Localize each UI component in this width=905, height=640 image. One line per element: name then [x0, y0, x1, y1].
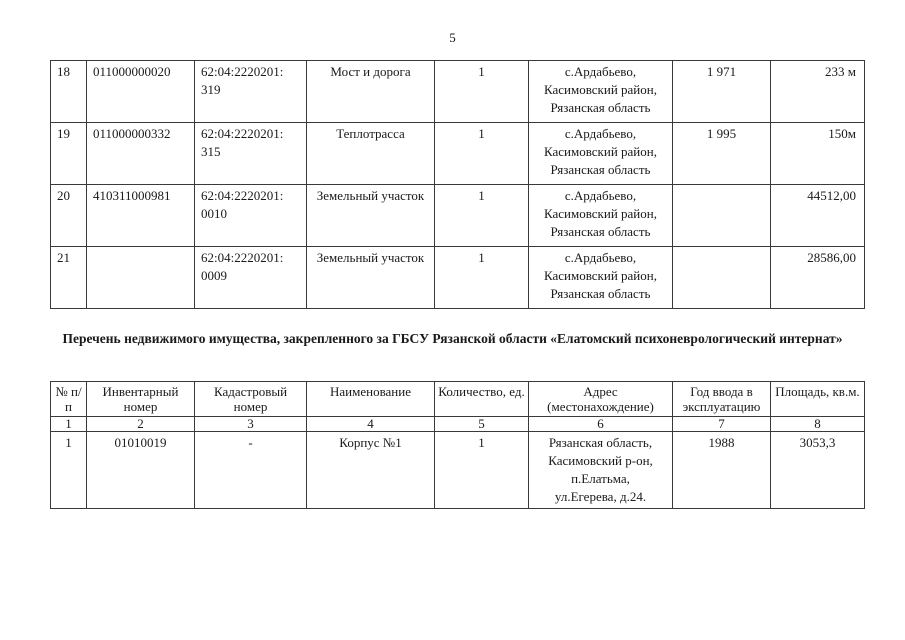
quantity: 1: [435, 432, 529, 509]
area: 28586,00: [771, 247, 865, 309]
header-inventory-number: Инвентарный номер: [87, 382, 195, 417]
commission-year: 1 995: [673, 123, 771, 185]
address: с.Ардабьево, Касимовский район, Рязанская область: [529, 185, 673, 247]
header-area: Площадь, кв.м.: [771, 382, 865, 417]
cadastral-number: 62:04:2220201: 0009: [195, 247, 307, 309]
column-number: 2: [87, 417, 195, 432]
area: 3053,3: [771, 432, 865, 509]
column-number: 1: [51, 417, 87, 432]
address: Рязанская область, Касимовский р-он, п.Елатьма, ул.Егерева, д.24.: [529, 432, 673, 509]
item-name: Теплотрасса: [307, 123, 435, 185]
table-row: [51, 432, 865, 509]
row-number: 18: [51, 61, 87, 123]
cadastral-number: 62:04:2220201: 315: [195, 123, 307, 185]
header-quantity: Количество, ед.: [435, 382, 529, 417]
inventory-number: 410311000981: [87, 185, 195, 247]
column-number: 6: [529, 417, 673, 432]
address: с.Ардабьево, Касимовский район, Рязанская область: [529, 247, 673, 309]
area: 233 м: [771, 61, 865, 123]
inventory-number: 011000000332: [87, 123, 195, 185]
commission-year: 1 971: [673, 61, 771, 123]
header-row-number: № п/п: [51, 382, 87, 417]
header-commission-year: Год ввода в эксплуатацию: [673, 382, 771, 417]
inventory-number: 01010019: [87, 432, 195, 509]
quantity: 1: [435, 247, 529, 309]
item-name: Корпус №1: [307, 432, 435, 509]
item-name: Земельный участок: [307, 247, 435, 309]
page-number: 5: [449, 30, 456, 45]
header-name: Наименование: [307, 382, 435, 417]
row-number: 19: [51, 123, 87, 185]
section-title: Перечень недвижимого имущества, закрепленного за ГБСУ Рязанской области «Елатомский психоневрологический интернат»: [62, 331, 843, 346]
quantity: 1: [435, 123, 529, 185]
quantity: 1: [435, 185, 529, 247]
column-number: 5: [435, 417, 529, 432]
property-table-continued: [50, 60, 865, 309]
area: 150м: [771, 123, 865, 185]
table-row: [51, 61, 865, 123]
table-row: [51, 185, 865, 247]
table-row: [51, 123, 865, 185]
column-number: 4: [307, 417, 435, 432]
cadastral-number: 62:04:2220201: 0010: [195, 185, 307, 247]
area: 44512,00: [771, 185, 865, 247]
address: с.Ардабьево, Касимовский район, Рязанская область: [529, 123, 673, 185]
row-number: 20: [51, 185, 87, 247]
column-number: 3: [195, 417, 307, 432]
item-name: Мост и дорога: [307, 61, 435, 123]
header-row: [51, 382, 865, 417]
header-cadastral-number: Кадастровый номер: [195, 382, 307, 417]
cadastral-number: 62:04:2220201: 319: [195, 61, 307, 123]
address: с.Ардабьево, Касимовский район, Рязанская область: [529, 61, 673, 123]
cadastral-number: -: [195, 432, 307, 509]
commission-year: [673, 185, 771, 247]
commission-year: 1988: [673, 432, 771, 509]
inventory-number: [87, 247, 195, 309]
table-row: [51, 247, 865, 309]
header-address: Адрес (местонахождение): [529, 382, 673, 417]
commission-year: [673, 247, 771, 309]
column-number: 8: [771, 417, 865, 432]
inventory-number: 011000000020: [87, 61, 195, 123]
property-table: [50, 381, 865, 509]
row-number: 1: [51, 432, 87, 509]
row-number: 21: [51, 247, 87, 309]
quantity: 1: [435, 61, 529, 123]
column-number: 7: [673, 417, 771, 432]
item-name: Земельный участок: [307, 185, 435, 247]
column-number-row: [51, 417, 865, 432]
